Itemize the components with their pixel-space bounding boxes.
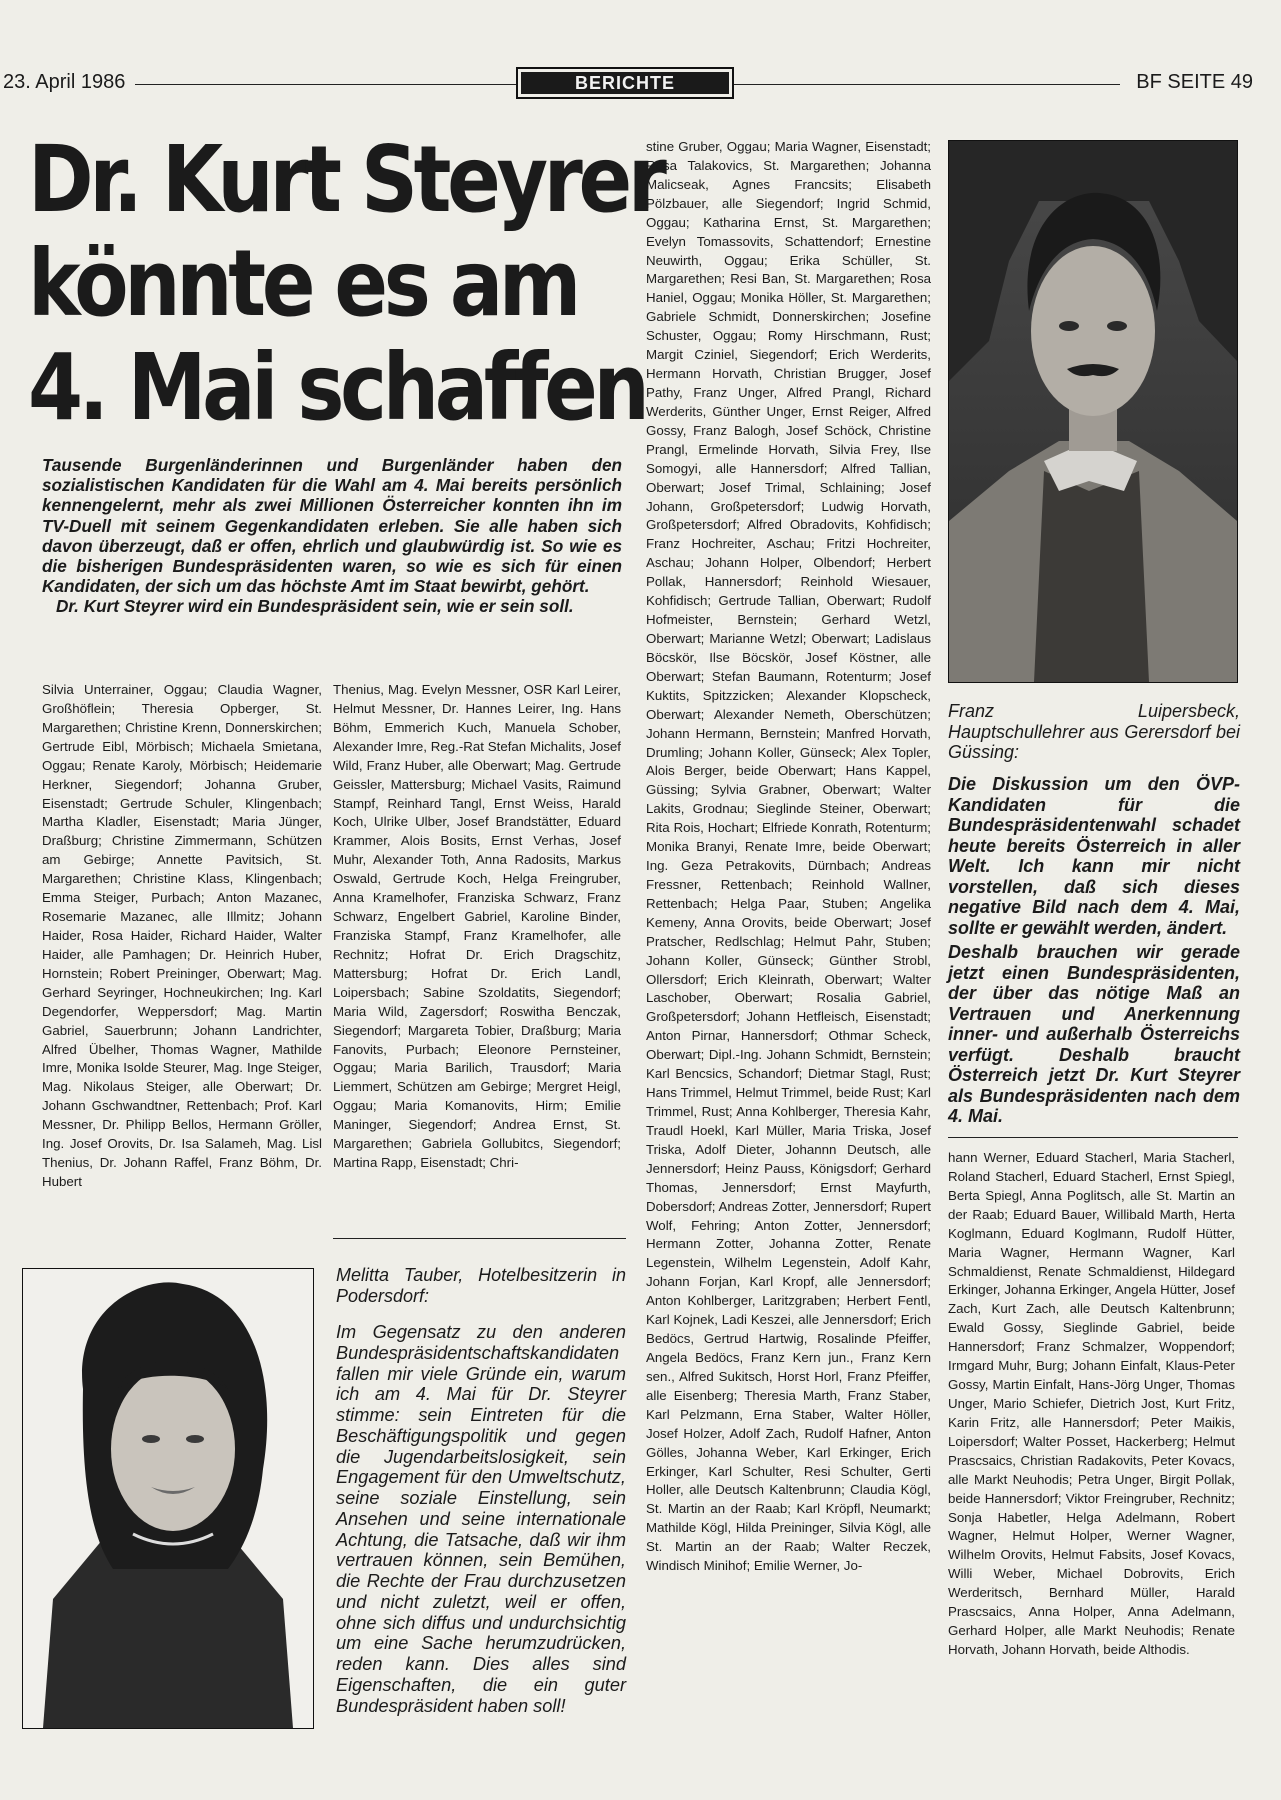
names-column-2: Thenius, Mag. Evelyn Messner, OSR Karl Leirer, Helmut Messner, Dr. Hannes Leirer, Ing. Hans Böhm, Emmerich Kuch, Manuela Schober, Alexander Imre, Reg.-Rat Stefan Michalits, Josef Wild, Franz Huber, alle Oberwart; Mag. Gertrude Geissler, Mattersburg; Michael Vasits, Raimund Stampf, Reinhard Tangl, Ernst Weiss, Harald Koch, Ulrike Ulber, Josef Brandstätter, Eduard Krammer, Alois Bosits, Ernst Verhas, Josef Muhr, Alexander Toth, Anna Radosits, Markus Oswald, Gertrude Koch, Helga Freingruber, Anna Kramelhofer, Franziska Schwarz, Franz Schwarz, Engelbert Gabriel, Karoline Binder, Franziska Stampf, Franz Kramelhofer, alle Rechnitz; Hofrat Dr. Erich Dragschitz, Mattersburg; Hofrat Dr. Erich Landl, Loipersbach; Sabine Szoldatits, Siegendorf; Maria Wild, Zagersdorf; Roswitha Benczak, Siegendorf; Margareta Tobier, Draßburg; Maria Fanovits, Purbach; Eleonore Pernsteiner, Oggau; Maria Barilich, Trausdorf; Maria Liemmert, Schützen am Gebirge; Mergret Heigl, Oggau; Maria Komanovits, Hirm; Emilie Maninger, Siegendorf; Andrea Ernst, St. Margarethen; Gabriela Gollubitcs, Siegendorf; Martina Rapp, Eisenstadt; Chri- bbox=[333, 682, 621, 1171]
section-divider bbox=[333, 1238, 626, 1239]
names-column-3: stine Gruber, Oggau; Maria Wagner, Eisenstadt; Rosa Talakovics, St. Margarethen; Johanna Malicseak, Agnes Francsits; Elisabeth Pölzbauer, alle Siegendorf; Ingrid Schmid, Oggau; Katharina Ernst, St. Margarethen; Evelyn Tomassovits, Schattendorf; Ernestine Neuwirth, Oggau; Erika Schüller, St. Margarethen; Resi Ban, St. Margarethen; Rosa Haniel, Oggau; Monika Höller, St. Margarethen; Gabriele Schmidt, Donnerskirchen; Josefine Schuster, Oggau; Romy Hirschmann, Rust; Margit Cziniel, Siegendorf; Erich Werderits, Hermann Horvath, Christian Brugger, Josef Pathy, Franz Unger, Alfred Prangl, Richard Werderits, Günther Unger, Ernst Reiger, Alfred Gossy, Franz Balogh, Josef Schöck, Christine Prangl, Ermelinde Horvath, Silvia Frey, Ilse Somogyi, alle Hannersdorf; Alfred Tallian, Oberwart; Josef Trimal, Schlaining; Josef Johann, Großpetersdorf; Ludwig Horvath, Großpetersdorf; Alfred Obradovits, Kohfidisch; Franz Hochreiter, Aschau; Fritzi Hochreiter, Aschau; Johann Holper, Olbendorf; Herbert Pollak, Hannersdorf; Reinhold Wiesauer, Kohfidisch; Gertrude Tallian, Oberwart; Rudolf Hofmeister, Bernstein; Gerhard Wetzl, Oberwart; Marianne Wetzl; Oberwart; Ladislaus Böcskör, Ilse Böcskör, Josef Köstner, alle Oberwart; Stefan Baumann, Rotenturm; Josef Kuktits, Spitzzicken; Alexander Klopscheck, Oberwart; Alexander Nemeth, Oberschützen; Johann Hermann, Bernstein; Manfred Horvath, Drumling; Johann Koller, Günseck; Alex Topler, Alois Berger, beide Oberwart; Hans Kappel, Güssing; Sylvia Grabner, Oberwart; Walter Lakits, Grodnau; Sieglinde Steiner, Oberwart; Rita Rois, Hochart; Elfriede Konrath, Rotenturm; Monika Branyi, Renate Imre, beide Oberwart; Ing. Geza Petrakovits, Dürnbach; Andreas Fressner, Rettenbach; Reinhold Wallner, Rettenbach; Helga Paar, Stuben; Angelika Kemeny, Anna Orovits, beide Oberwart; Josef Pratscher, Redlschlag; Helmut Pahr, Stuben; Johann Koller, Günseck; Günther Strobl, Ollersdorf; Erich Kleinrath, Oberwart; Walter Laschober, Oberwart; Rosalia Gabriel, Großpetersdorf; Johann Hetfleisch, Eisenstadt; Anton Pirnar, Hannersdorf; Othmar Scheck, Oberwart; Dipl.-Ing. Johann Schmidt, Bernstein; Karl Bencsics, Schandorf; Dietmar Stagl, Rust; Hans Trimmel, Helmut Trimmel, beide Rust; Karl Trimmel, Rust; Anna Kohlberger, Theresia Kahr, Traudl Hoekl, Karl Müller, Maria Triska, Josef Triska, Adolf Dieter, Johannn Deutsch, alle Jennersdorf; Heinz Pauss, Königsdorf; Gerhard Thomas, Jennersdorf; Ernst Mayfurth, Dobersdorf; Andreas Zotter, Jennersdorf; Rupert Wolf, Fehring; Anton Zotter, Jennersdorf; Hermann Zotter, Johanna Zotter, Renate Legenstein, Wilhelm Legenstein, Adolf Kahr, Johann Forjan, Karl Kropf, alle Jennersdorf; Anton Kohlberger, Laritzgraben; Herbert Fentl, Karl Kojnek, Ladi Keszei, alle Jennersdorf; Erich Bedöcs, Gertrud Hartwig, Rosalinde Pfeiffer, Angela Bedöcs, Franz Kern jun., Franz Kern sen., Alfred Sukitsch, Horst Horl, Franz Pfeiffer, alle Eisenberg; Theresia Marth, Franz Staber, Karl Pelzmann, Erna Staber, Walter Höller, Josef Holzer, Adolf Zach, Rudolf Hafner, Anton Gölles, Johanna Weber, Karl Erkinger, Erich Erkinger, Karl Schulter, Resi Schulter, Gerti Holler, alle Deutsch Kaltenbrunn; Claudia Kögl, St. Martin an der Raab; Karl Kröpfl, Neumarkt; Mathilde Kögl, Hilda Preininger, Silvia Kögl, alle St. Martin an der Raab; Walter Reczek, Windisch Minihof; Emilie Werner, Jo- bbox=[646, 139, 931, 1574]
tauber-caption-name bbox=[336, 1265, 626, 1306]
quote-paragraph: Im Gegensatz zu den anderen Bundespräsidentschaftskandidaten fallen mir viele Gründe ein, warum ich am 4. Mai für Dr. Steyrer stimme: sein Eintreten für die Beschäftigungspolitik und gegen die Jugendarbeitslosigkeit, sein Engagement für den Umweltschutz, seine soziale Einstellung, sein Ansehen und seine internationale Achtung, die Tatsache, daß wir ihm vertrauen können, sein Bemühen, die Rechte der Frau durchzusetzen und nicht zuletzt, weil er offen, ohne sich diffus und undurchsichtig um eine Sache herumzudrücken, reden kann. Dies alles sind Eigenschaften, die ein guter Bundespräsident haben soll! bbox=[336, 1322, 626, 1716]
headline-line: 4. Mai schaffen bbox=[28, 334, 646, 441]
tauber-photo bbox=[22, 1268, 314, 1729]
caption-name-text: Melitta Tauber, Hotelbesitzerin in Podersdorf: bbox=[336, 1265, 626, 1306]
section-label: BERICHTE bbox=[521, 72, 729, 94]
luipersbeck-photo bbox=[948, 140, 1238, 683]
header-rule-right bbox=[734, 84, 1120, 85]
article-intro bbox=[42, 455, 622, 617]
portrait-man-illustration bbox=[949, 141, 1237, 682]
header-rule-left bbox=[135, 84, 516, 85]
issue-date: 23. April 1986 bbox=[3, 71, 126, 93]
tauber-quote bbox=[336, 1322, 626, 1716]
caption-name-text: Franz Luipersbeck, Hauptschullehrer aus Gerersdorf bei Güssing: bbox=[948, 701, 1240, 763]
quote-paragraph: Deshalb brauchen wir gerade jetzt einen Bundespräsidenten, der über das nötige Maß an Vertrauen und Anerkennung inner- und außerhalb Österreichs verfügt. Deshalb braucht Österreich jetzt Dr. Kurt Steyrer als Bundespräsidenten nach dem 4. Mai. bbox=[948, 942, 1240, 1126]
section-divider bbox=[948, 1137, 1238, 1138]
headline-line: Dr. Kurt Steyrer bbox=[28, 126, 663, 233]
names-column-1: Silvia Unterrainer, Oggau; Claudia Wagner, Großhöflein; Theresia Opberger, St. Margarethen; Christine Krenn, Donnerskirchen; Gertrude Eibl, Mörbisch; Michaela Smietana, Oggau; Renate Karoly, Mörbisch; Heidemarie Herkner, Siegendorf; Johanna Gruber, Eisenstadt; Gertrude Schuler, Klingenbach; Martha Kladler, Eisenstadt; Maria Jünger, Draßburg; Christine Zimmermann, Schützen am Gebirge; Annette Pavitsich, St. Margarethen; Christine Klass, Klingenbach; Emma Steiger, Purbach; Anton Mazanec, Rosemarie Mazanec, alle Illmitz; Johann Haider, Rosa Haider, Richard Haider, Walter Haider, alle Pamhagen; Dr. Heinrich Huber, Hornstein; Robert Preininger, Oberwart; Mag. Gerhard Seyringer, Hochneukirchen; Ing. Karl Degendorfer, Weppersdorf; Mag. Martin Gabriel, Sauerbrunn; Johann Landrichter, Alfred Übelher, Thomas Wagner, Mathilde Imre, Monika Isolde Steurer, Mag. Inge Steiger, Mag. Nikolaus Steiger, alle Oberwart; Dr. Johann Gschwandtner, Rettenbach; Prof. Karl Messner, Dr. Philipp Bellos, Hermann Gröller, Ing. Josef Orovits, Dr. Isa Salameh, Mag. Lisl Thenius, Dr. Johann Raffel, Franz Böhm, Dr. Hubert bbox=[42, 682, 322, 1189]
luipersbeck-quote bbox=[948, 770, 1240, 1127]
portrait-woman-illustration bbox=[23, 1269, 313, 1728]
intro-paragraph: Tausende Burgenländerinnen und Burgenländer haben den sozialistischen Kandidaten für die Wahl am 4. Mai bereits persönlich kennengelernt, mehr als zwei Millionen Österreicher konnten ihn im TV-Duell mit seinem Gegenkandidaten erleben. Sie alle haben sich davon überzeugt, daß er offen, ehrlich und glaubwürdig ist. So wie es die bisherigen Bundespräsidenten waren, so wie es sich für einen Kandidaten, der sich um das höchste Amt im Staat bewirbt, gehört. bbox=[42, 455, 622, 597]
headline-line: könnte es am bbox=[28, 230, 578, 337]
names-column-4: hann Werner, Eduard Stacherl, Maria Stacherl, Roland Stacherl, Eduard Stacherl, Ernst Spiegl, Berta Spiegl, Anna Poglitsch, alle St. Martin an der Raab; Eduard Bauer, Willibald Marth, Herta Koglmann, Eduard Koglmann, Rudolf Hütter, Maria Wagner, Hermann Wagner, Karl Schmaldienst, Renate Schmaldienst, Hildegard Erkinger, Johanna Erkinger, Angela Hütter, Josef Zach, Kurt Zach, alle Deutsch Kaltenbrunn; Ewald Gossy, Sieglinde Gabriel, beide Hannersdorf; Franz Schmalzer, Woppendorf; Irmgard Muhr, Burg; Johann Einfalt, Klaus-Peter Gossy, Martin Einfalt, Hans-Jörg Unger, Thomas Unger, Mario Schiefer, Dietrich Jost, Kurt Fritz, Karin Fritz, alle Hannersdorf; Peter Maikis, Loipersdorf; Walter Posset, Hackerberg; Helmut Prascsaics, Christian Radakovits, Peter Kovacs, alle Markt Neuhodis; Petra Unger, Birgit Pollak, beide Hannersdorf; Viktor Freingruber, Rechnitz; Sonja Habetler, Helga Adelmann, Robert Wagner, Helmut Holper, Werner Wagner, Wilhelm Orovits, Helmut Fabsits, Josef Kovacs, Willi Weber, Michael Dobrovits, Erich Werderitsch, Bernhard Müller, Harald Prascsaics, Anna Holper, Anna Adelmann, Gerhard Holper, alle Markt Neuhodis; Renate Horvath, Johann Horvath, beide Althodis. bbox=[948, 1150, 1235, 1657]
intro-paragraph: Dr. Kurt Steyrer wird ein Bundespräsident sein, wie er sein soll. bbox=[56, 596, 574, 617]
luipersbeck-caption-name bbox=[948, 701, 1240, 763]
section-label-box bbox=[516, 67, 734, 99]
headline bbox=[28, 126, 663, 441]
page-number: BF SEITE 49 bbox=[1136, 71, 1253, 93]
quote-paragraph: Die Diskussion um den ÖVP-Kandidaten für die Bundespräsidentenwahl schadet heute bereits Österreich in aller Welt. Ich kann mir nicht vorstellen, daß sich dieses negative Bild nach dem 4. Mai, sollte er gewählt werden, ändert. bbox=[948, 774, 1240, 938]
